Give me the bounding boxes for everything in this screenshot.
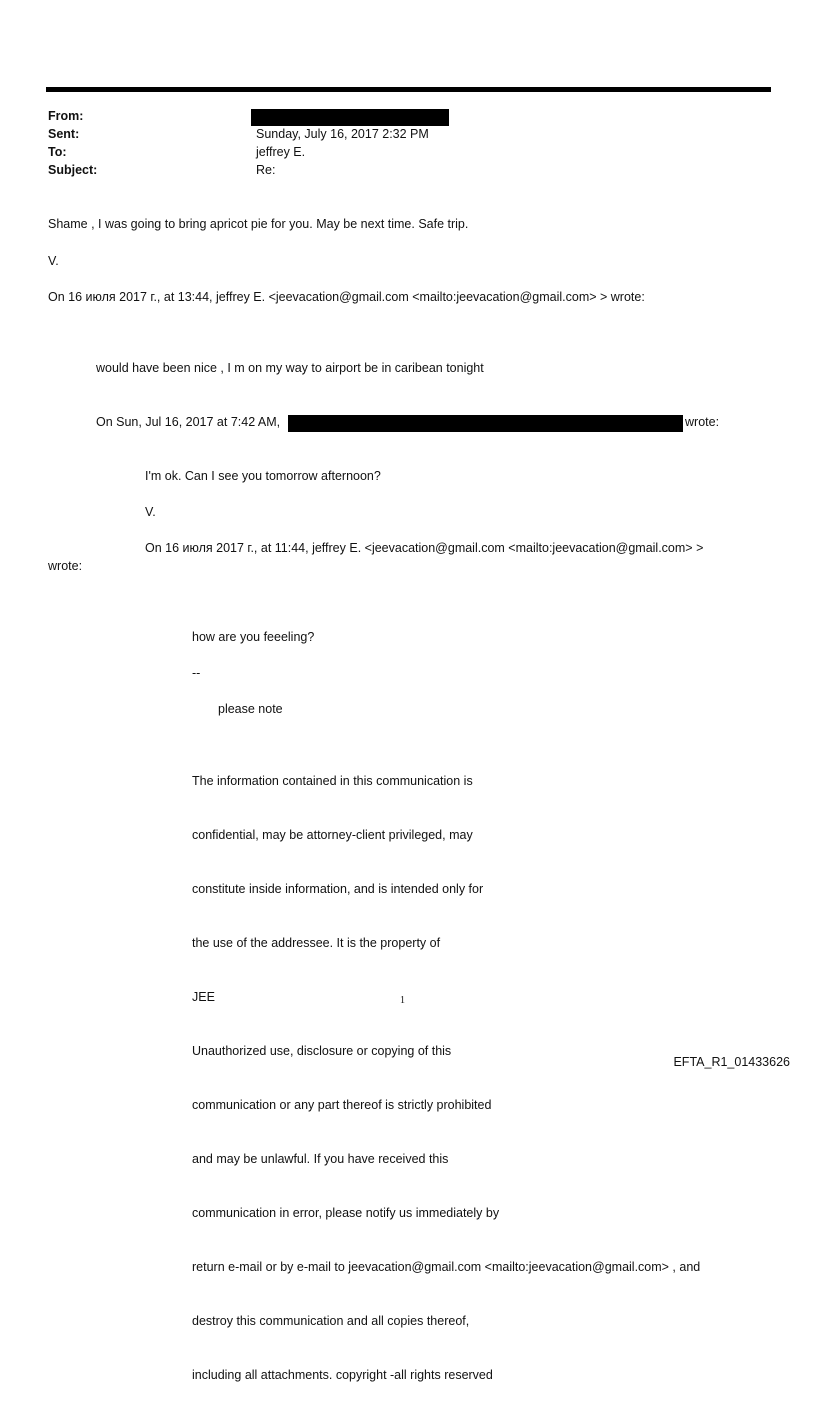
message-1: Shame , I was going to bring apricot pie for you. May be next time. Safe trip.: [48, 217, 469, 231]
quote-2-header-end: wrote:: [685, 415, 720, 429]
signoff-2: V.: [145, 505, 156, 519]
message-3: how are you feeeling?: [192, 630, 315, 644]
disclaimer-line: Unauthorized use, disclosure or copying of this: [192, 1044, 452, 1058]
disclaimer: [192, 736, 700, 1402]
to-value: jeffrey E.: [256, 145, 306, 159]
quote-1-header: On 16 июля 2017 г., at 13:44, jeffrey E. <jeevacation@gmail.com <mailto:jeevacation@gmail.com> > wrote:: [48, 290, 645, 304]
redaction-from: [251, 109, 449, 126]
separator: --: [192, 666, 201, 680]
signoff-1: V.: [48, 254, 59, 268]
quote-2-header-start: On Sun, Jul 16, 2017 at 7:42 AM,: [96, 415, 281, 429]
from-label: From:: [48, 109, 84, 123]
disclaimer-line: constitute inside information, and is intended only for: [192, 882, 484, 896]
to-label: To:: [48, 145, 67, 159]
disclaimer-line: JEE: [192, 990, 215, 1004]
sent-value: Sunday, July 16, 2017 2:32 PM: [256, 127, 429, 141]
disclaimer-line: including all attachments. copyright -all rights reserved: [192, 1368, 493, 1382]
message-2: I'm ok. Can I see you tomorrow afternoon?: [145, 469, 381, 483]
subject-value: Re:: [256, 163, 276, 177]
header-divider: [46, 87, 771, 92]
disclaimer-line: communication in error, please notify us immediately by: [192, 1206, 500, 1220]
subject-label: Subject:: [48, 163, 98, 177]
disclaimer-line: communication or any part thereof is strictly prohibited: [192, 1098, 492, 1112]
disclaimer-line: confidential, may be attorney-client privileged, may: [192, 828, 473, 842]
disclaimer-line: destroy this communication and all copies thereof,: [192, 1314, 470, 1328]
page-number: 1: [400, 995, 405, 1006]
please-note: please note: [218, 702, 283, 716]
document-id: EFTA_R1_01433626: [673, 1055, 790, 1069]
quote-3-header: On 16 июля 2017 г., at 11:44, jeffrey E. <jeevacation@gmail.com <mailto:jeevacation@gmail.com> >: [145, 541, 704, 555]
redaction-sender: [288, 415, 683, 432]
reply-1: would have been nice , I m on my way to airport be in caribean tonight: [96, 361, 484, 375]
disclaimer-line: return e-mail or by e-mail to jeevacation@gmail.com <mailto:jeevacation@gmail.com> , and: [192, 1260, 701, 1274]
disclaimer-line: The information contained in this communication is: [192, 774, 473, 788]
disclaimer-line: the use of the addressee. It is the property of: [192, 936, 441, 950]
quote-3-header-wrap: wrote:: [48, 559, 83, 573]
disclaimer-line: and may be unlawful. If you have received this: [192, 1152, 449, 1166]
sent-label: Sent:: [48, 127, 80, 141]
